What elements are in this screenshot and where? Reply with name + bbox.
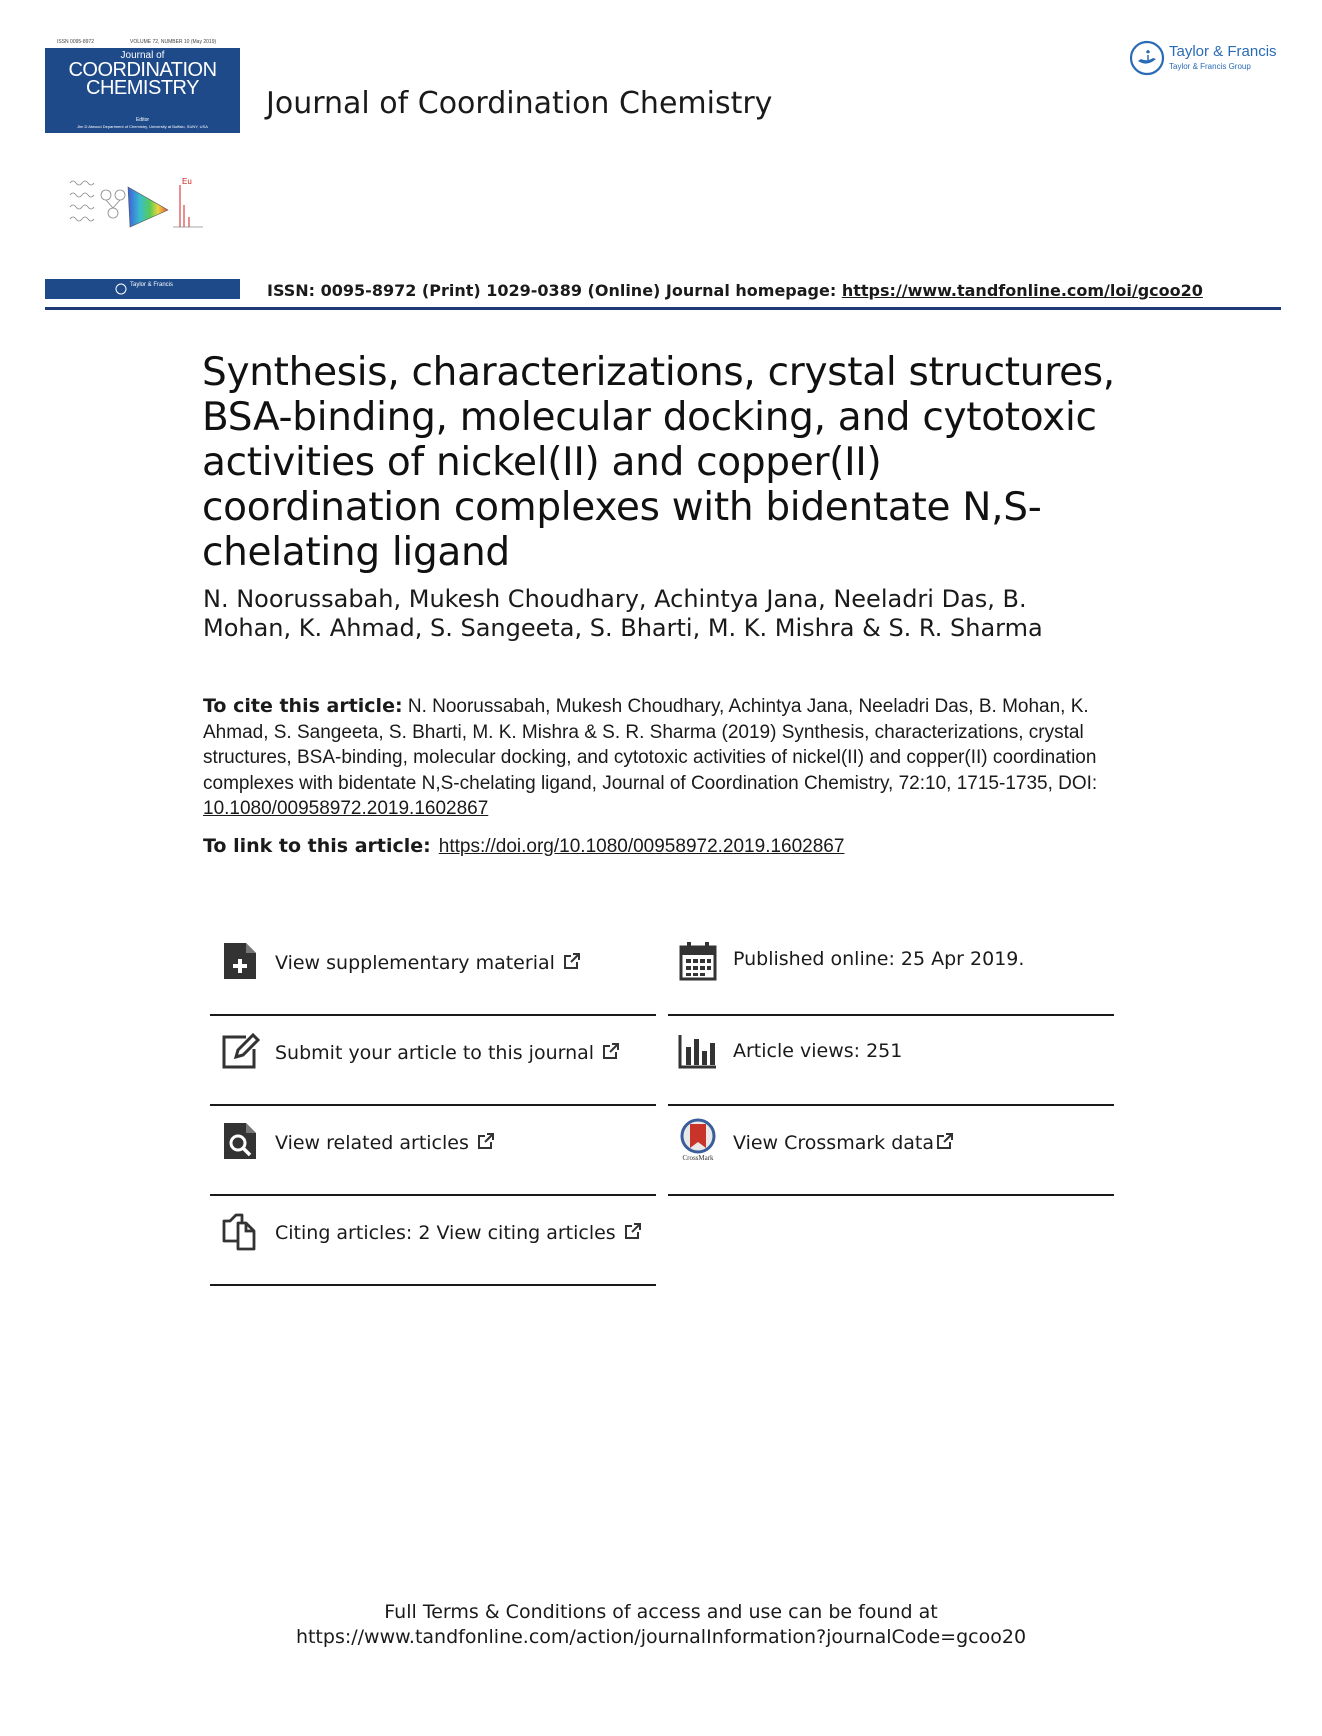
citing-articles-cell[interactable] xyxy=(210,1198,656,1286)
copy-documents-icon xyxy=(220,1211,260,1251)
strip-lamp-icon xyxy=(115,283,127,295)
article-link-label: To link to this article: xyxy=(203,835,431,857)
cell-divider xyxy=(210,1194,656,1196)
article-views-label: Article views: 251 xyxy=(733,1040,903,1062)
issn-text: ISSN: 0095-8972 (Print) 1029-0389 (Online) Journal homepage: xyxy=(267,281,842,300)
footer-terms-link[interactable]: https://www.tandfonline.com/action/journalInformation?journalCode=gcoo20 xyxy=(295,1626,1027,1648)
footer-terms-text: Full Terms & Conditions of access and use can be found at xyxy=(384,1601,938,1623)
article-link-line xyxy=(203,835,844,858)
citation-text: N. Noorussabah, Mukesh Choudhary, Achintya Jana, Neeladri Das, B. Mohan, K. Ahmad, S. Sangeeta, S. Bharti, M. K. Mishra & S. R. Sharma (2019) Synthesis, characterizations, crystal structures, BSA-binding, molecular docking, and cytotoxic activities of nickel(II) and copper(II) coordination complexes with bidentate N,S-chelating ligand, Journal of Coordination Chemistry, 72:10, 1715-1735, DOI: xyxy=(203,696,1098,794)
cover-art-label: Eu xyxy=(182,177,192,186)
issn-line xyxy=(267,281,1203,300)
supplementary-label: View supplementary material xyxy=(275,952,555,974)
external-link-icon xyxy=(936,1132,954,1150)
document-search-icon xyxy=(220,1121,260,1161)
cover-editor-name: Jim D Atwood Department of Chemistry, University at Buffalo, SUNY, USA xyxy=(77,124,208,129)
edit-icon xyxy=(220,1031,260,1071)
crossmark-label: View Crossmark data xyxy=(733,1132,935,1154)
cover-name-line1: COORDINATION xyxy=(68,59,217,81)
citation-doi-link[interactable]: 10.1080/00958972.2019.1602867 xyxy=(203,798,489,819)
crossmark-icon xyxy=(678,1118,718,1162)
author-list: N. Noorussabah, Mukesh Choudhary, Achintya Jana, Neeladri Das, B. Mohan, K. Ahmad, S. Sangeeta, S. Bharti, M. K. Mishra & S. R. Sharma xyxy=(203,585,1043,642)
taylor-francis-logo[interactable] xyxy=(1129,40,1289,76)
cover-issn: ISSN 0095-8972 xyxy=(57,39,94,45)
cell-divider xyxy=(210,1284,656,1286)
article-doi-link[interactable]: https://doi.org/10.1080/00958972.2019.1602867 xyxy=(438,836,845,857)
crossmark-cell[interactable] xyxy=(668,1108,1114,1196)
article-views-cell xyxy=(668,1018,1114,1106)
supplementary-material-cell[interactable] xyxy=(210,928,656,1016)
cover-journal-name xyxy=(45,61,240,97)
external-link-icon xyxy=(624,1222,642,1240)
calendar-icon xyxy=(678,941,718,981)
cover-name-line2: CHEMISTRY xyxy=(86,77,199,99)
publisher-name: Taylor & Francis xyxy=(1169,43,1277,60)
cover-artwork xyxy=(68,175,220,235)
header-divider xyxy=(45,307,1281,310)
cell-divider xyxy=(668,1014,1114,1016)
article-title: Synthesis, characterizations, crystal structures, BSA-binding, molecular docking, and cytotoxic activities of nickel(II) and copper(II) coordination complexes with bidentate N,S-chelating ligand xyxy=(202,350,1115,575)
published-online-cell xyxy=(668,928,1114,1016)
crossmark-link[interactable] xyxy=(733,1132,954,1154)
submit-article-cell[interactable] xyxy=(210,1018,656,1106)
publisher-group: Taylor & Francis Group xyxy=(1169,62,1251,71)
bar-chart-icon xyxy=(678,1031,718,1071)
cell-divider xyxy=(668,1194,1114,1196)
external-link-icon xyxy=(602,1042,620,1060)
submit-article-link[interactable] xyxy=(275,1042,620,1064)
related-articles-cell[interactable] xyxy=(210,1108,656,1196)
supplementary-link[interactable] xyxy=(275,952,581,974)
citation-block xyxy=(203,694,1103,822)
cell-divider xyxy=(668,1104,1114,1106)
document-plus-icon xyxy=(220,941,260,981)
terms-footer xyxy=(0,1600,1322,1650)
cover-volume: VOLUME 72, NUMBER 10 (May 2019) xyxy=(130,39,217,45)
submit-article-label: Submit your article to this journal xyxy=(275,1042,595,1064)
cell-divider xyxy=(210,1014,656,1016)
journal-name: Journal of Coordination Chemistry xyxy=(266,86,773,121)
citing-articles-link[interactable] xyxy=(275,1222,642,1244)
cell-divider xyxy=(210,1104,656,1106)
journal-cover-thumbnail[interactable] xyxy=(45,39,240,133)
external-link-icon xyxy=(563,952,581,970)
published-online-label: Published online: 25 Apr 2019. xyxy=(733,948,1025,970)
crossmark-badge-text: CrossMark xyxy=(682,1154,714,1162)
journal-homepage-link[interactable]: https://www.tandfonline.com/loi/gcoo20 xyxy=(841,281,1203,300)
publisher-strip xyxy=(45,279,240,299)
cover-editor-label: Editor xyxy=(135,117,150,123)
strip-text: Taylor & Francis xyxy=(130,282,174,288)
citation-label: To cite this article: xyxy=(203,695,403,717)
citing-articles-label: Citing articles: 2 View citing articles xyxy=(275,1222,616,1244)
external-link-icon xyxy=(477,1132,495,1150)
taylor-francis-lamp-icon xyxy=(1129,40,1165,76)
related-articles-label: View related articles xyxy=(275,1132,469,1154)
related-articles-link[interactable] xyxy=(275,1132,495,1154)
cover-journal-of: Journal of xyxy=(120,50,165,61)
